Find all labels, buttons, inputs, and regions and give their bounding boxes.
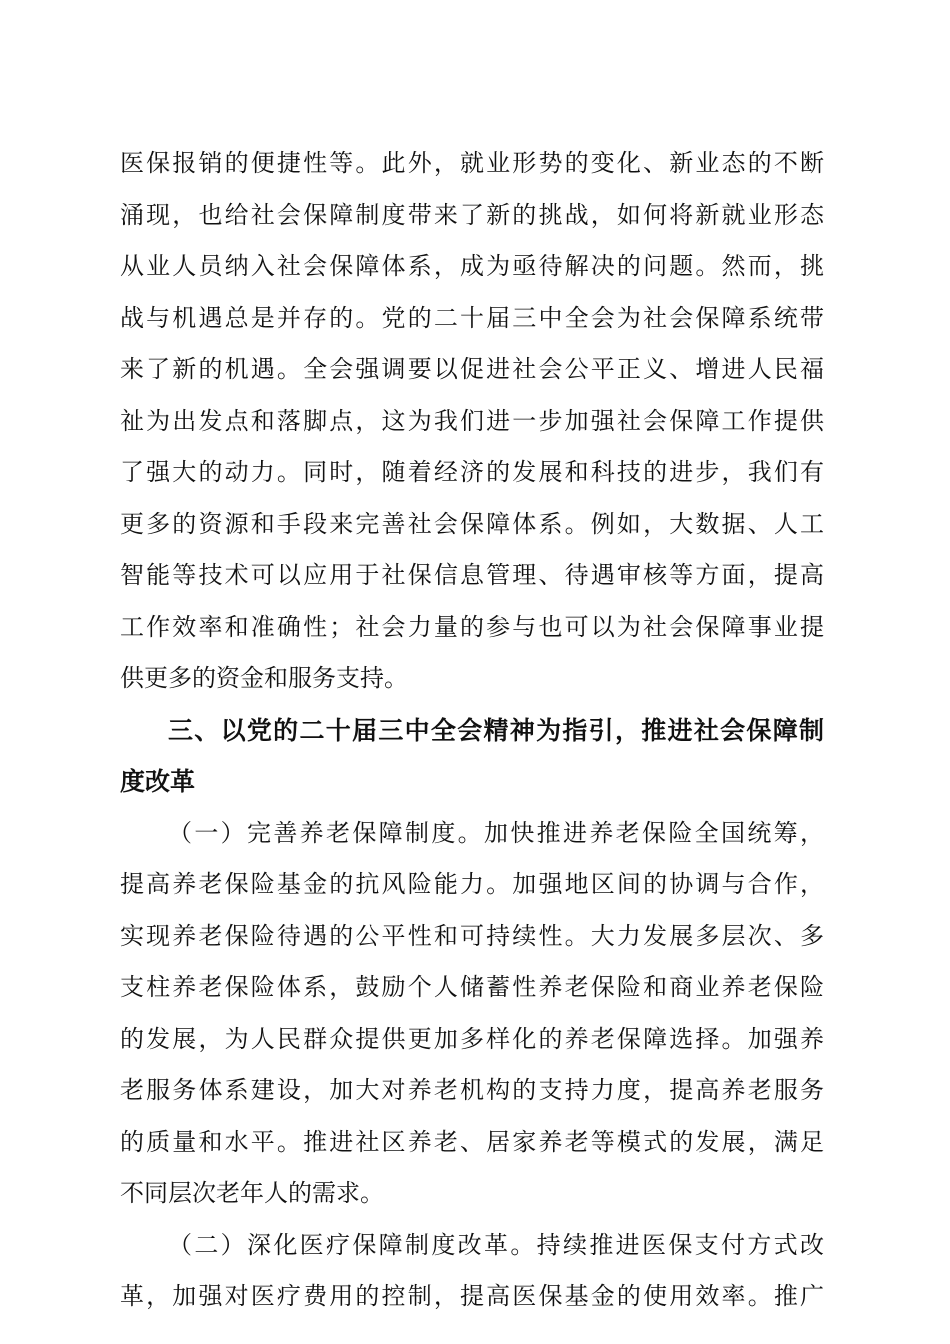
text-line: 老服务体系建设，加大对养老机构的支持力度，提高养老服务 [120, 1076, 824, 1104]
subsection-pension [120, 808, 824, 1220]
text-line: 战与机遇总是并存的。党的二十届三中全会为社会保障系统带 [120, 303, 824, 332]
section-heading-line: 度改革 [120, 767, 196, 796]
text-span: 加快推进养老保险全国统筹， [484, 818, 824, 847]
text-line: 智能等技术可以应用于社保信息管理、待遇审核等方面，提高 [120, 561, 824, 589]
text-line: 了强大的动力。同时，随着经济的发展和科技的进步，我们有 [120, 458, 824, 486]
text-line: 从业人员纳入社会保障体系，成为亟待解决的问题。然而，挑 [120, 252, 824, 280]
text-line: 的质量和水平。推进社区养老、居家养老等模式的发展，满足 [120, 1127, 824, 1156]
text-line: 涌现，也给社会保障制度带来了新的挑战，如何将新就业形态 [120, 200, 824, 229]
text-line [120, 808, 824, 860]
text-line: 支柱养老保险体系，鼓励个人储蓄性养老保险和商业养老保险 [120, 973, 824, 1001]
section-heading-line: 三、以党的二十届三中全会精神为指引，推进社会保障制 [168, 715, 824, 745]
text-line: 来了新的机遇。全会强调要以促进社会公平正义、增进人民福 [120, 355, 824, 383]
text-line: 祉为出发点和落脚点，这为我们进一步加强社会保障工作提供 [120, 406, 824, 435]
text-line: 的发展，为人民群众提供更加多样化的养老保障选择。加强养 [120, 1024, 824, 1053]
paragraph-challenges-opportunities [120, 138, 824, 705]
subsection-title: （一）完善养老保障制度。 [168, 818, 484, 847]
text-span: 持续推进医保支付方式改 [536, 1230, 825, 1259]
subsection-title: （二）深化医疗保障制度改革。 [168, 1230, 537, 1259]
text-line: 提高养老保险基金的抗风险能力。加强地区间的协调与合作， [120, 870, 824, 898]
text-line: 实现养老保险待遇的公平性和可持续性。大力发展多层次、多 [120, 921, 824, 950]
subsection-medical [120, 1220, 824, 1323]
text-line [120, 1220, 824, 1272]
document-page [120, 138, 824, 1323]
text-line: 更多的资源和手段来完善社会保障体系。例如，大数据、人工 [120, 509, 824, 538]
section-heading-3 [120, 705, 824, 808]
text-line: 革，加强对医疗费用的控制，提高医保基金的使用效率。推广 [120, 1282, 824, 1310]
text-line: 医保报销的便捷性等。此外，就业形势的变化、新业态的不断 [120, 149, 824, 177]
text-line: 不同层次老年人的需求。 [120, 1179, 384, 1207]
text-line: 供更多的资金和服务支持。 [120, 664, 408, 692]
text-line: 工作效率和准确性；社会力量的参与也可以为社会保障事业提 [120, 612, 824, 641]
